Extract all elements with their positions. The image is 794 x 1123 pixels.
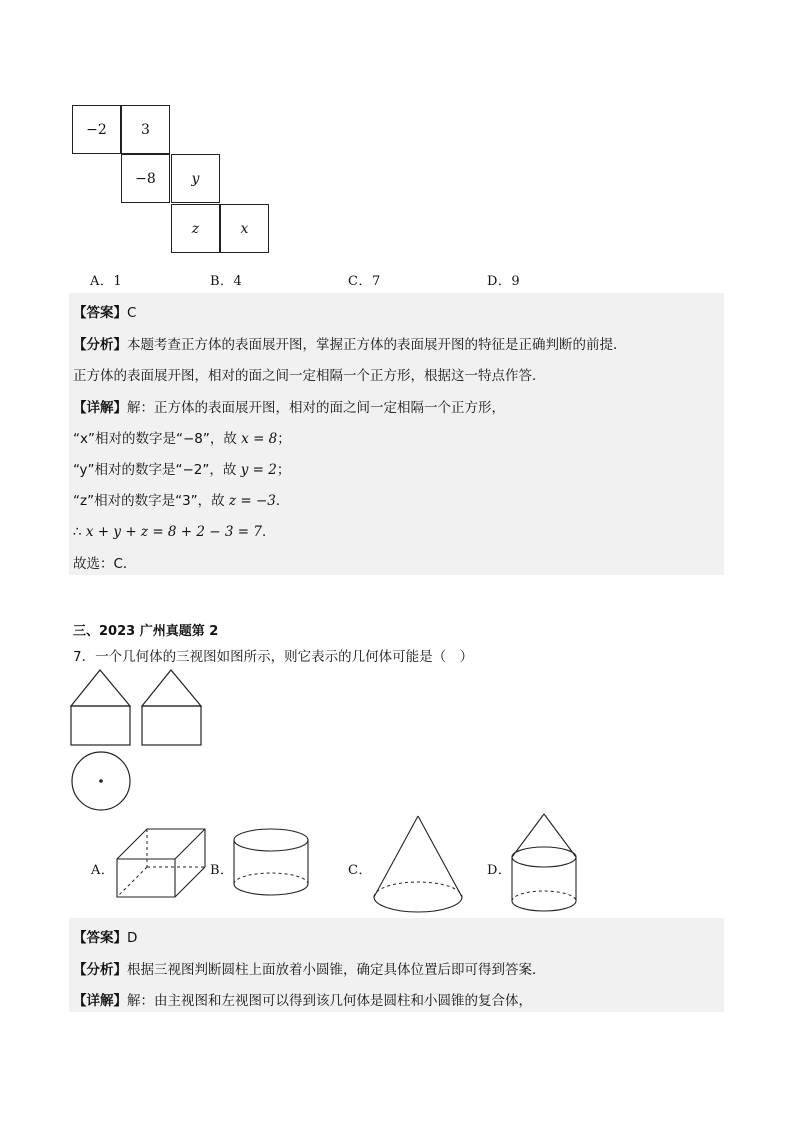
detail-5-end: ． xyxy=(261,524,276,540)
detail-4-math: z = −3 xyxy=(228,493,276,509)
q6-detail-5 xyxy=(73,520,275,540)
detail-4-end: ． xyxy=(275,493,290,509)
detail-3-math: y = 2 xyxy=(240,462,277,478)
q7-answer xyxy=(73,926,137,946)
q6-detail-4 xyxy=(73,489,289,509)
q7-option-d-label[interactable]: D． xyxy=(487,863,512,878)
q7-detail xyxy=(73,989,532,1009)
net-cell-2: 3 xyxy=(121,105,170,154)
detail-5-math: x + y + z = 8 + 2 − 3 = 7 xyxy=(85,524,262,540)
q6-analysis-1 xyxy=(73,333,627,353)
answer-tag: 【答案】 xyxy=(73,930,127,946)
q6-answer xyxy=(73,301,136,321)
detail-tag: 【详解】 xyxy=(73,993,127,1009)
analysis-tag: 【分析】 xyxy=(73,962,127,978)
q6-option-d[interactable]: D．9 xyxy=(487,274,521,289)
answer-tag: 【答案】 xyxy=(73,305,127,321)
option-c-cone[interactable] xyxy=(372,815,466,915)
top-view xyxy=(70,752,132,812)
detail-tag: 【详解】 xyxy=(73,400,127,416)
q7-option-a-label[interactable]: A． xyxy=(91,863,115,878)
option-b-cylinder[interactable] xyxy=(233,828,313,898)
therefore-symbol: ∴ xyxy=(73,524,86,540)
option-d-cone-on-cylinder[interactable] xyxy=(510,813,580,915)
net-cell-3: −8 xyxy=(121,154,170,203)
side-view xyxy=(141,668,203,748)
net-cell-6: x xyxy=(220,204,269,253)
detail-2-end: ； xyxy=(277,431,291,447)
detail-text: 解：由主视图和左视图可以得到该几何体是圆柱和小圆锥的复合体， xyxy=(127,993,532,1009)
detail-4-text: “z”相对的数字是“3”，故 xyxy=(73,493,229,509)
q6-option-b[interactable]: B．4 xyxy=(210,274,243,289)
q7-analysis xyxy=(73,958,546,978)
analysis-text: 根据三视图判断圆柱上面放着小圆锥，确定具体位置后即可得到答案． xyxy=(127,962,546,978)
detail-text: 解：正方体的表面展开图，相对的面之间一定相隔一个正方形， xyxy=(127,400,505,416)
detail-2-math: x = 8 xyxy=(241,431,278,447)
net-cell-1: −2 xyxy=(72,105,121,154)
option-a-cuboid[interactable] xyxy=(116,828,208,898)
front-view xyxy=(70,668,132,748)
analysis-tag: 【分析】 xyxy=(73,337,127,353)
q6-option-a[interactable]: A．1 xyxy=(90,274,123,289)
net-cell-5: z xyxy=(171,204,220,253)
section-title: 三、2023 广州真题第 2 xyxy=(73,624,219,639)
net-cell-4: y xyxy=(171,154,220,203)
detail-3-text: “y”相对的数字是“−2”，故 xyxy=(73,462,241,478)
q7-option-b-label[interactable]: B． xyxy=(210,863,234,878)
analysis-text: 本题考查正方体的表面展开图，掌握正方体的表面展开图的特征是正确判断的前提． xyxy=(127,337,627,353)
q7-option-c-label[interactable]: C． xyxy=(348,863,372,878)
q6-option-c[interactable]: C．7 xyxy=(348,274,381,289)
detail-2-text: “x”相对的数字是“−8”，故 xyxy=(73,431,242,447)
q6-detail-2 xyxy=(73,427,291,447)
q6-analysis-2: 正方体的表面展开图，相对的面之间一定相隔一个正方形，根据这一特点作答． xyxy=(73,368,546,384)
q6-final: 故选：C． xyxy=(73,556,137,572)
q6-detail-3 xyxy=(73,458,290,478)
q7-stem: 7．一个几何体的三视图如图所示，则它表示的几何体可能是（ ） xyxy=(73,649,474,665)
q6-detail-1 xyxy=(73,396,505,416)
detail-3-end: ； xyxy=(276,462,291,478)
answer-value: C xyxy=(127,305,137,321)
answer-value: D xyxy=(127,930,138,946)
